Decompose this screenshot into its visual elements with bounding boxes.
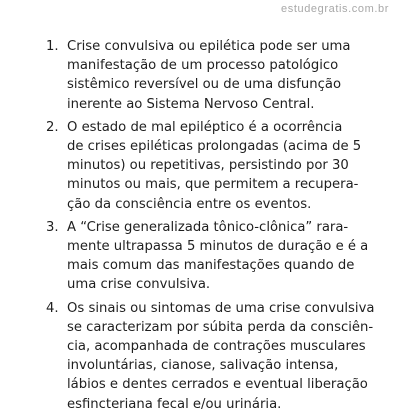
item-line: mente ultrapassa 5 minutos de duração e é a	[67, 239, 369, 255]
list-item	[0, 118, 401, 214]
list-item	[0, 218, 401, 295]
item-line: A “Crise generalizada tônico-clônica” rara-	[67, 219, 349, 235]
item-line: uma crise convulsiva.	[67, 277, 211, 293]
item-line: minutos ou mais, que permitem a recupera-	[67, 177, 359, 193]
statement-list	[0, 37, 401, 418]
item-line: esfincteriana fecal e/ou urinária.	[67, 396, 282, 412]
list-item	[0, 299, 401, 414]
item-number: 3.	[46, 219, 59, 235]
item-line: mais comum das manifestações quando de	[67, 258, 355, 274]
item-line: cia, acompanhada de contrações musculares	[67, 339, 366, 355]
item-line: sistêmico reversível ou de uma disfunção	[67, 77, 342, 93]
item-line: lábios e dentes cerrados e eventual liberação	[67, 377, 368, 393]
list-item	[0, 37, 401, 114]
item-line: minutos) ou repetitivas, persistindo por 30	[67, 158, 349, 174]
item-number: 1.	[46, 39, 59, 54]
item-line: inerente ao Sistema Nervoso Central.	[67, 96, 315, 112]
item-line: ção da consciência entre os eventos.	[67, 196, 312, 212]
item-line: de crises epiléticas prolongadas (acima de 5	[67, 139, 362, 155]
item-line: involuntárias, cianose, salivação intensa,	[67, 358, 339, 374]
item-line: se caracterizam por súbita perda da consciên-	[67, 319, 374, 335]
item-number: 2.	[46, 119, 59, 135]
item-line: manifestação de um processo patológico	[67, 58, 339, 74]
watermark: estudegratis.com.br	[281, 3, 389, 15]
item-line: Crise convulsiva ou epilética pode ser uma	[67, 39, 351, 54]
item-line: Os sinais ou sintomas de uma crise convulsiva	[67, 300, 375, 316]
item-line: O estado de mal epiléptico é a ocorrência	[67, 119, 343, 135]
item-number: 4.	[46, 300, 59, 316]
